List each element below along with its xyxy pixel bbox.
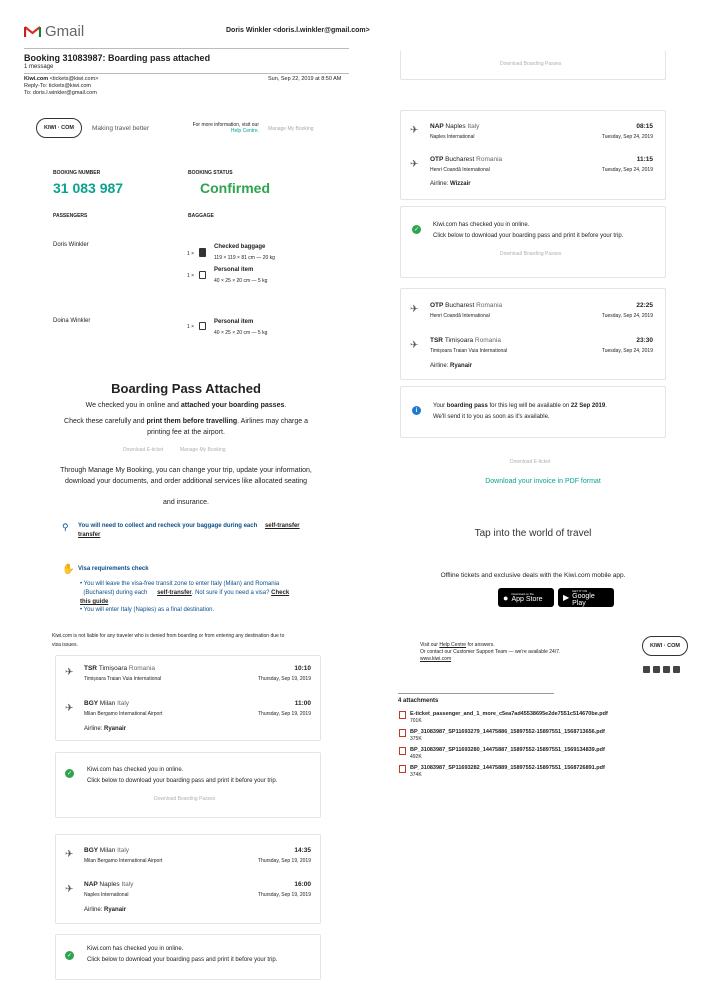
city: Naples	[445, 123, 466, 130]
origin	[84, 847, 129, 854]
flight-date: Thursday, Sep 19, 2019	[258, 676, 311, 682]
download-eticket-link[interactable]: Download E-ticket	[123, 447, 164, 453]
linkedin-icon[interactable]	[673, 666, 680, 673]
city: Timișoara	[98, 665, 128, 672]
kiwi-tagline: Making travel better	[92, 125, 150, 132]
airport-code: OTP	[430, 302, 444, 309]
airport-code: NAP	[84, 881, 98, 888]
airport-name: Naples International	[84, 892, 129, 898]
destination	[430, 337, 501, 344]
landing-icon: ✈	[65, 703, 74, 714]
country: Italy	[121, 881, 134, 888]
city: Naples	[99, 881, 120, 888]
pending-line2: We'll send it to you as soon as it's available.	[433, 414, 550, 420]
bag-title: Personal item	[214, 319, 254, 325]
text: You will need to collect and recheck your baggage during each	[78, 523, 258, 529]
pending-text	[433, 401, 607, 423]
flight-time: 14:35	[294, 847, 311, 854]
google-play-label	[572, 589, 609, 607]
apple-icon: ●	[503, 592, 509, 603]
country: Romania	[476, 302, 503, 309]
airport-name: Timișoara Traian Vuia International	[84, 676, 162, 682]
invoice-pdf-link[interactable]: Download your invoice in PDF format	[485, 478, 601, 485]
visa-bullet-2: • You will enter Italy (Naples) as a final destination.	[80, 607, 215, 613]
download-boarding-passes-link[interactable]: Download Boarding Passes	[500, 251, 562, 257]
passenger-name: Doris Winkler	[53, 242, 89, 248]
booking-status: Confirmed	[200, 180, 270, 196]
gmail-m-icon	[24, 26, 41, 38]
visa-title: Visa requirements check	[78, 566, 149, 572]
flight-date: Tuesday, Sep 24, 2019	[601, 313, 653, 319]
flight-time: 22:25	[636, 302, 653, 309]
destination	[84, 700, 129, 707]
app-store-button[interactable]	[498, 588, 554, 607]
airline	[430, 363, 472, 369]
landing-icon: ✈	[410, 159, 419, 170]
airline-name: Ryanair	[104, 907, 127, 913]
origin	[430, 123, 479, 130]
message-count: 1 message	[24, 64, 54, 70]
text-line: download your documents, and order additional services like allocated seating	[64, 478, 308, 485]
bag-title: Checked baggage	[214, 244, 266, 250]
landing-icon: ✈	[65, 884, 74, 895]
checkin-text	[433, 220, 623, 242]
gmail-wordmark: Gmail	[45, 23, 85, 40]
divider	[24, 48, 349, 49]
passengers-label: PASSENGERS	[53, 213, 88, 219]
manage-text-end: and insurance.	[163, 499, 209, 506]
city: Milan	[99, 847, 116, 854]
pdf-icon	[399, 747, 406, 755]
attachment-size: 701K	[410, 718, 422, 724]
app-title: Tap into the world of travel	[474, 528, 592, 539]
social-links	[643, 660, 683, 678]
attachment-size: 375K	[410, 736, 422, 742]
country: Romania	[128, 665, 155, 672]
text: Check these carefully and	[64, 418, 147, 425]
text-bold: print them before travelling	[146, 418, 238, 425]
text-bold: attached your boarding passes	[180, 402, 285, 409]
airline-label: Airline:	[430, 181, 449, 187]
check-icon: ✓	[413, 227, 420, 233]
hand-icon: ✋	[62, 564, 75, 575]
gmail-logo[interactable]	[24, 23, 84, 40]
origin	[84, 665, 155, 672]
text-line: Click below to download your boarding pass and print it before your trip.	[87, 957, 278, 963]
info-line: For more information, visit our	[192, 122, 259, 128]
city: Timișoara	[444, 337, 474, 344]
takeoff-icon: ✈	[410, 304, 419, 315]
store-small: GET IT ON	[572, 588, 588, 593]
destination	[430, 156, 502, 163]
bag-title: Personal item	[214, 267, 254, 273]
bag-qty: 1 ×	[187, 273, 195, 279]
airport-code: OTP	[430, 156, 444, 163]
city: Bucharest	[445, 302, 475, 309]
help-centre-link[interactable]: Help Centre.	[230, 128, 259, 134]
text-line: Kiwi.com has checked you in online.	[87, 767, 184, 773]
booking-number: 31 083 987	[53, 180, 124, 196]
airline	[84, 726, 126, 732]
text-line: Through Manage My Booking, you can change your trip, update your information,	[60, 467, 312, 474]
attachments-count: 4 attachments	[398, 698, 439, 704]
passenger-name: Doina Winkler	[53, 318, 91, 324]
bag-qty: 1 ×	[187, 251, 195, 257]
booking-status-label: BOOKING STATUS	[188, 170, 233, 176]
flight-date: Tuesday, Sep 24, 2019	[601, 134, 653, 140]
info-icon: i	[412, 406, 421, 415]
text: for answers.	[466, 642, 495, 648]
airport-code: TSR	[84, 665, 97, 672]
footer-contact: Or contact our Customer Support Team — we're available 24/7.	[420, 649, 561, 655]
download-boarding-passes-link[interactable]: Download Boarding Passes	[500, 61, 562, 67]
takeoff-icon: ✈	[65, 667, 74, 678]
airport-code: TSR	[430, 337, 443, 344]
email-to: To: doris.l.winkler@gmail.com	[24, 90, 97, 96]
store-small: Download on the	[511, 592, 534, 596]
country: Italy	[467, 123, 480, 130]
takeoff-icon: ✈	[65, 849, 74, 860]
text-line: Click below to download your boarding pass and print it before your trip.	[87, 778, 278, 784]
text-line: Kiwi.com has checked you in online.	[87, 946, 184, 952]
liability-text	[52, 632, 322, 650]
airline-name: Ryanair	[450, 363, 473, 369]
airport-name: Naples International	[430, 134, 475, 140]
airline-name: Wizzair	[450, 181, 471, 187]
text: Visit our	[420, 642, 440, 648]
airline	[84, 907, 126, 913]
store-big: App Store	[511, 596, 543, 603]
flight-time: 11:00	[294, 700, 311, 707]
play-icon: ▶	[563, 593, 570, 602]
instagram-icon[interactable]	[663, 666, 670, 673]
info-text	[184, 122, 259, 134]
text: (Bucharest) during each	[83, 590, 148, 596]
airline	[430, 181, 471, 187]
suitcase-icon	[199, 248, 206, 257]
website-link[interactable]: www.kiwi.com	[420, 656, 452, 662]
country: Romania	[474, 337, 501, 344]
download-eticket-link[interactable]: Download E-ticket	[510, 459, 551, 465]
from-address: <tickets@kiwi.com>	[49, 76, 99, 82]
text: .	[284, 402, 287, 409]
backpack-icon	[199, 271, 206, 279]
recheck-notice	[78, 523, 308, 529]
pending-date: 22 Sep 2019	[570, 403, 606, 409]
backpack-icon	[199, 322, 206, 330]
from-name: Kiwi.com	[24, 76, 49, 82]
city: Bucharest	[445, 156, 475, 163]
airport-code: BGY	[84, 700, 98, 707]
pending-line1	[433, 401, 607, 412]
attachment-name[interactable]: BP_31083987_SP11693280_14475887_15897552-15897551_1569134839.pdf	[410, 747, 605, 753]
flight-date: Tuesday, Sep 24, 2019	[601, 348, 653, 354]
text-line: Kiwi.com has checked you in online.	[433, 222, 530, 228]
boarding-line1	[0, 402, 372, 409]
flight-date: Thursday, Sep 19, 2019	[258, 892, 311, 898]
boarding-line3: printing fee at the airport.	[147, 429, 225, 436]
twitter-icon[interactable]	[653, 666, 660, 673]
manage-booking-link[interactable]: Manage My Booking	[180, 447, 226, 453]
text: .	[605, 403, 607, 409]
pdf-icon	[399, 711, 406, 719]
text-line: visa issues.	[52, 642, 78, 648]
self-transfer-link[interactable]: self-transfer	[157, 590, 192, 596]
google-play-button[interactable]	[558, 588, 614, 607]
bag-qty: 1 ×	[187, 324, 195, 330]
text: You will leave the visa-free transit zone to enter Italy (Milan) and Romania	[83, 581, 280, 587]
takeoff-icon: ✈	[410, 125, 419, 136]
attachment-size: 492K	[410, 754, 422, 760]
city: Milan	[99, 700, 116, 707]
text: Your	[433, 403, 447, 409]
text: for this leg will be available on	[487, 403, 571, 409]
text: We checked you in online and	[85, 402, 181, 409]
footer-text	[420, 642, 620, 663]
app-text: Offline tickets and exclusive deals with the Kiwi.com mobile app.	[440, 572, 626, 579]
attachment-name[interactable]: BP_31083987_SP11693282_14475889_15897552-15897551_1568726891.pdf	[410, 765, 605, 771]
pdf-icon	[399, 729, 406, 737]
text-bold: boarding pass	[446, 403, 488, 409]
flight-time: 16:00	[294, 881, 311, 888]
checkin-text	[87, 944, 277, 966]
country: Italy	[117, 847, 130, 854]
kiwi-logo[interactable]: KIWI · COM	[36, 118, 82, 138]
transfer-icon: ⚲	[62, 522, 69, 532]
manage-text	[0, 465, 372, 487]
guide-link[interactable]: this guide	[80, 599, 109, 605]
check-guide-link[interactable]: Check	[271, 590, 290, 596]
footer-visit	[420, 642, 620, 649]
checkin-card	[400, 206, 666, 278]
flight-time: 08:15	[636, 123, 653, 130]
destination	[84, 881, 133, 888]
pdf-icon	[399, 765, 406, 773]
landing-icon: ✈	[410, 340, 419, 351]
divider	[398, 693, 554, 694]
airline-label: Airline:	[84, 726, 103, 732]
bag-dims: 40 × 25 × 20 cm — 5 kg	[214, 330, 268, 336]
airline-label: Airline:	[84, 907, 103, 913]
text: . Airlines may charge a	[237, 418, 308, 425]
airport-name: Timișoara Traian Vuia International	[430, 348, 508, 354]
country: Italy	[117, 700, 130, 707]
check-icon: ✓	[66, 953, 73, 959]
store-big: Google Play	[572, 592, 595, 607]
flight-time: 23:30	[636, 337, 653, 344]
airport-name: Milan Bergamo International Airport	[84, 711, 163, 717]
airport-code: BGY	[84, 847, 98, 854]
check-icon: ✓	[66, 771, 73, 777]
text: You will enter Italy (Naples) as a final destination.	[83, 607, 215, 613]
bag-dims: 119 × 119 × 81 cm — 20 kg	[214, 255, 275, 261]
baggage-label: BAGGAGE	[188, 213, 214, 219]
flight-date: Tuesday, Sep 24, 2019	[601, 167, 653, 173]
country: Romania	[476, 156, 503, 163]
airline-label: Airline:	[430, 363, 449, 369]
email-date: Sun, Sep 22, 2019 at 8:50 AM	[268, 76, 342, 82]
self-transfer-link[interactable]: self-transfer	[264, 523, 300, 529]
facebook-icon[interactable]	[643, 666, 650, 673]
attachment-size: 374K	[410, 772, 422, 778]
email-subject: Booking 31083987: Boarding pass attached	[24, 53, 211, 63]
download-boarding-passes-link[interactable]: Download Boarding Passes	[154, 796, 216, 802]
app-store-label	[511, 592, 542, 603]
recheck-notice-line2[interactable]: transfer	[78, 532, 101, 538]
divider	[24, 73, 349, 74]
manage-booking-link[interactable]: Manage My Booking	[268, 126, 314, 132]
visa-bullet-1: • You will leave the visa-free transit zone to enter Italy (Milan) and Romania (Bucharest) during each self-transfer. Not sure if you need a visa? Check this guide	[80, 581, 290, 605]
email-from	[24, 76, 98, 83]
airport-name: Henri Coandă International	[430, 313, 490, 319]
flight-date: Thursday, Sep 19, 2019	[258, 711, 311, 717]
help-centre-link[interactable]: Help Centre	[439, 642, 467, 648]
bag-dims: 40 × 25 × 20 cm — 5 kg	[214, 278, 268, 284]
boarding-title: Boarding Pass Attached	[111, 381, 261, 396]
text: . Not sure if you need a visa?	[191, 590, 270, 596]
text-line: Click below to download your boarding pass and print it before your trip.	[433, 233, 624, 239]
airport-name: Milan Bergamo International Airport	[84, 858, 163, 864]
attachment-name[interactable]: BP_31083987_SP11693279_14475886_15897552-15897551_1568713656.pdf	[410, 729, 605, 735]
flight-time: 11:15	[636, 156, 653, 163]
email-reply-to: Reply-To: tickets@kiwi.com	[24, 83, 92, 89]
attachment-name[interactable]: E-ticket_passenger_and_1_more_c5ea7ad45538695e2de7551c514670be.pdf	[410, 711, 608, 717]
checkin-text	[87, 765, 277, 787]
boarding-line2	[0, 418, 372, 425]
flight-time: 10:10	[294, 665, 311, 672]
account-email: Doris Winkler <doris.l.winkler@gmail.com>	[226, 27, 370, 34]
airport-name: Henri Coandă International	[430, 167, 490, 173]
origin	[430, 302, 502, 309]
airport-code: NAP	[430, 123, 444, 130]
airline-name: Ryanair	[104, 726, 127, 732]
text-line: Kiwi.com is not liable for any traveler who is denied from boarding or from entering any destination due to	[52, 633, 285, 639]
flight-date: Thursday, Sep 19, 2019	[258, 858, 311, 864]
kiwi-logo[interactable]: KIWI · COM	[642, 636, 688, 656]
booking-number-label: BOOKING NUMBER	[53, 170, 101, 176]
